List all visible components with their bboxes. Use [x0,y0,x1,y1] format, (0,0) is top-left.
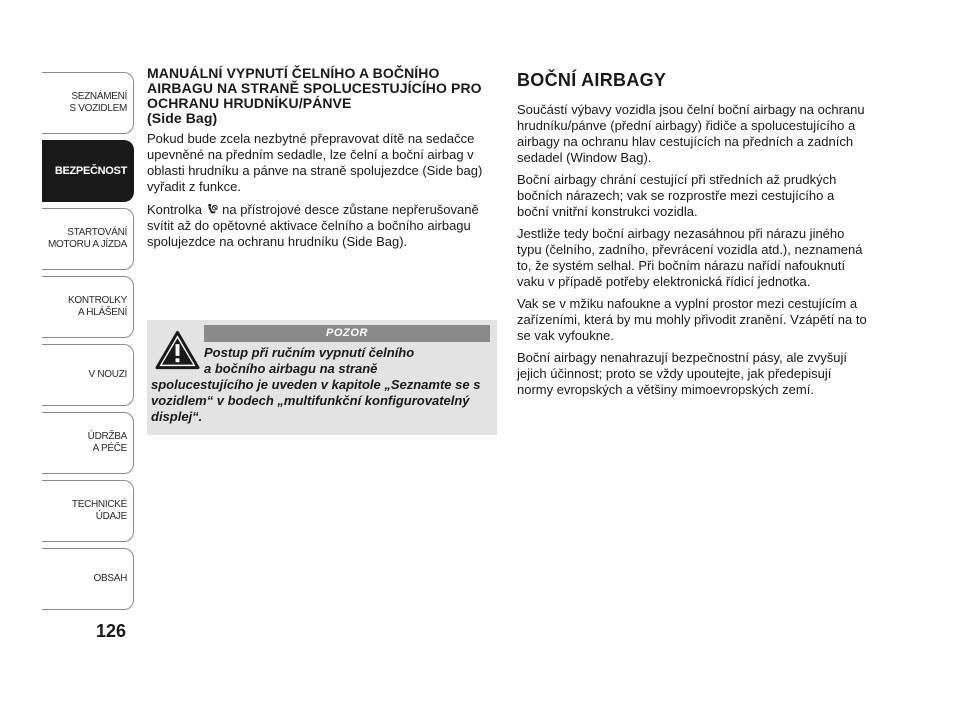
section-heading: BOČNÍ AIRBAGY [517,70,667,90]
tab-label: TECHNICKÉ ÚDAJE [71,499,127,522]
chapter-tabs [42,72,134,616]
tab-label: OBSAH [93,573,127,584]
tab-seznameni[interactable] [42,72,134,134]
paragraph: Jestliže tedy boční airbagy nezasáhnou při nárazu jiného typu (čelního, zadního, převrácení vozidla atd.), neznamená to, že systém selhal. Při bočním nárazu nařídí nafouknutí vaku v případě potřeby elektronická řídicí jednotka. [517,226,863,289]
tab-obsah[interactable] [42,548,134,610]
tab-label: ÚDRŽBA A PÉČE [87,431,127,454]
paragraph: Pokud bude zcela nezbytné přepravovat dítě na sedačce upevněné na předním sedadle, lze čelní a boční airbag v oblasti hrudníku a pánve na straně spolujezdce (Side bag) vyřadit z funkce. [147,131,483,194]
passenger-airbag-off-icon [206,203,219,216]
tab-technicke-udaje[interactable] [42,480,134,542]
paragraph [147,202,497,250]
tab-startovani[interactable] [42,208,134,270]
tab-label: KONTROLKY A HLÁŠENÍ [68,295,127,318]
warning-line: a bočního airbagu na straně [204,361,378,376]
warning-box [147,320,497,435]
paragraph: Boční airbagy nenahrazují bezpečnostní pásy, ale zvyšují jejich účinnost; proto se vždy upoutejte, jak předepisují normy evropských a většiny mimoevropských zemí. [517,350,848,397]
tab-v-nouzi[interactable] [42,344,134,406]
tab-label: SEZNÁMENÍ S VOZIDLEM [69,91,127,114]
tab-bezpecnost[interactable] [42,140,134,202]
paragraph-start: Kontrolka [147,202,202,217]
paragraph: Vak se v mžiku nafoukne a vyplní prostor mezi cestujícím a zařízeními, která by mu mohly přivodit zranění. Vzápětí na to se vak vyfoukne. [517,296,867,343]
tab-kontrolky[interactable] [42,276,134,338]
tab-label: STARTOVÁNÍ MOTORU A JÍZDA [48,227,127,250]
tab-label: V NOUZI [88,369,127,380]
paragraph-end: na přístrojové desce zůstane nepřerušovaně svítit až do opětovné aktivace čelního a bočního airbagu spolujezdce na ochranu hrudníku (Side Bag). [147,202,479,249]
page-number: 126 [96,621,127,641]
paragraph: Součástí výbavy vozidla jsou čelní boční airbagy na ochranu hrudníku/pánve (přední airbagy) řidiče a spolucestujícího a airbagy na ochranu hlav cestujících na předních a zadních sedadel (Window Bag). [517,102,865,165]
warning-line: spolucestujícího je uveden v kapitole „Seznamte se s vozidlem“ v bodech „multifunkční konfigurovatelný displej“. [151,377,481,424]
tab-udrzba[interactable] [42,412,134,474]
section-heading [147,66,497,126]
paragraph: Boční airbagy chrání cestující při středních až prudkých bočních nárazech; vak se rozprostře mezi cestujícího a boční vnitřní konstrukci vozidla. [517,172,837,219]
heading-subtitle: (Side Bag) [147,110,218,126]
heading-text: MANUÁLNÍ VYPNUTÍ ČELNÍHO A BOČNÍHO AIRBAGU NA STRANĚ SPOLUCESTUJÍCÍHO PRO OCHRANU HRUDNÍKU/PÁNVE [147,65,482,111]
warning-text [151,345,491,425]
side-airbags-section [517,70,867,404]
warning-title: POZOR [204,325,490,342]
tab-label: BEZPEČNOST [54,165,127,177]
warning-line: Postup při ručním vypnutí čelního [204,345,415,360]
manual-airbag-deactivation-section [147,66,497,257]
